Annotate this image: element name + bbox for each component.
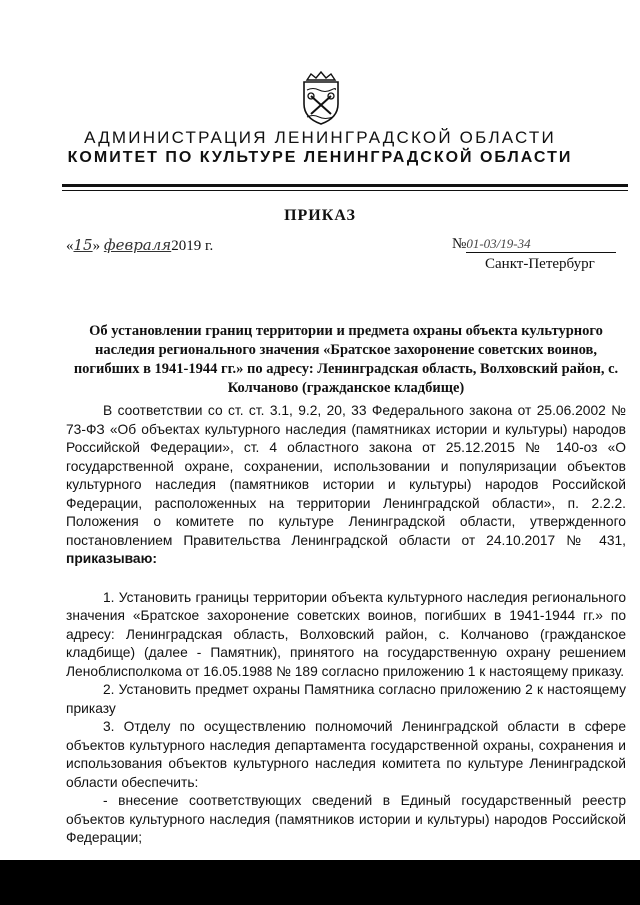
order-number [452,236,616,253]
order-body [66,402,626,848]
document-title: ПРИКАЗ [284,207,356,224]
header-divider-thick [62,184,628,187]
header-divider-thin [62,190,628,191]
preamble-text: В соответствии со ст. ст. 3.1, 9.2, 20, 33 Федерального закона от 25.06.2002 № 73-ФЗ «Об объектах культурного наследия (памятниках истории и культуры) народов Российской Федерации», ст. 4 областного закона от 25.12.2015 № 140-оз «О государственной охране, сохранении, использовании и популяризации объектов культурного наследия (памятников истории и культуры) народов Российской Федерации, расположенных на территории Ленинградской области», п. 2.2.2. Положения о комитете по культуре Ленинградской области, утвержденного постановлением Правительства Ленинградской области от 24.10.2017 № 431, [66,403,626,548]
order-word: приказываю: [66,551,157,566]
number-label: № [452,236,467,252]
date-day: 15 [73,236,93,254]
org-name-administration: АДМИНИСТРАЦИЯ ЛЕНИНГРАДСКОЙ ОБЛАСТИ [84,128,556,147]
date-open-quote: « [66,238,74,254]
order-subject: Об установлении границ территории и предмета охраны объекта культурного наследия регионального значения «Братское захоронение советских воинов, погибших в 1941-1944 гг.» по адресу: Ленинградская область, Волховский район, с. Колчаново (гражданское кладбище) [73,323,619,396]
order-date [66,236,213,255]
date-close-quote: » [92,238,101,254]
scan-bottom-edge [0,860,640,905]
item-3: 3. Отделу по осуществлению полномочий Ленинградской области в сфере объектов культурного наследия департамента государственной охраны, сохранения и использования объектов культурного наследия комитета по культуре Ленинградской области обеспечить: [66,719,626,790]
item-2: 2. Установить предмет охраны Памятника согласно приложению 2 к настоящему приказу [66,682,626,716]
item-1: 1. Установить границы территории объекта культурного наследия регионального значения «Братское захоронение советских воинов, погибших в 1941-1944 гг.» по адресу: Ленинградская область, Волховский район, с. Колчаново (гражданское кладбище) (далее - Памятник), принятого на государственную охрану решением Леноблисполкома от 16.05.1988 № 189 согласно приложению 1 к настоящему приказу. [66,589,626,679]
coat-of-arms-icon [299,70,343,126]
org-name-committee: КОМИТЕТ ПО КУЛЬТУРЕ ЛЕНИНГРАДСКОЙ ОБЛАСТИ [67,149,573,166]
date-year: 2019 г. [171,238,214,254]
number-value: 01-03/19-34 [466,236,616,253]
date-month: февраля [103,236,172,254]
order-city: Санкт-Петербург [485,256,595,272]
preamble-paragraph [66,402,626,569]
item-3-bullet: - внесение соответствующих сведений в Единый государственный реестр объектов культурного наследия (памятников истории и культуры) народов Российской Федерации; [66,793,626,845]
